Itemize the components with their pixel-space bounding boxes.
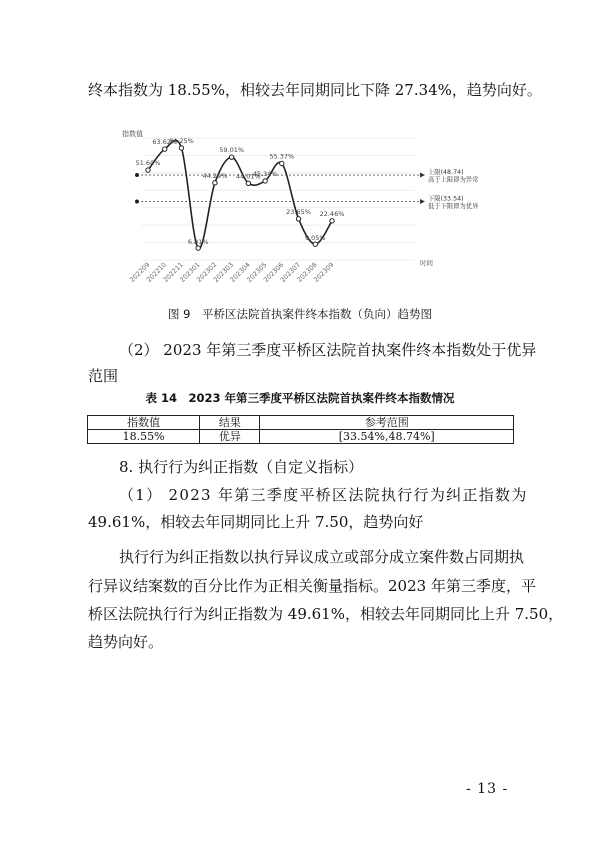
x-tick-label: 202303: [211, 260, 236, 284]
table-header-cell: 结果: [200, 416, 260, 430]
table-header-row: [88, 416, 514, 430]
limit-marker: [135, 173, 139, 177]
data-point: [263, 179, 267, 183]
para-3-line-2: 49.61%，相较去年同期同比上升 7.50，趋势向好: [88, 513, 424, 531]
data-label: 9.05%: [304, 234, 326, 243]
data-point: [179, 146, 183, 150]
data-point: [229, 155, 233, 159]
x-tick-label: 202304: [228, 260, 252, 284]
text-line-final-index: 终本指数为 18.55%，相较去年同期同比下降 27.34%，趋势向好。: [88, 81, 542, 99]
data-label: 55.37%: [269, 152, 295, 161]
upper-limit-note: 高于上限即为异常: [428, 176, 479, 184]
data-label: 45.34%: [252, 169, 278, 178]
x-tick-label: 202305: [245, 260, 269, 284]
limit-marker: [135, 200, 139, 204]
data-label: 22.46%: [319, 209, 345, 218]
arrow-head-icon: [420, 173, 425, 178]
table-cell: [33.54%,48.74%]: [260, 430, 514, 444]
upper-limit-label: 上限(48.74): [428, 169, 464, 177]
data-point: [196, 246, 200, 250]
data-point: [280, 161, 284, 165]
para-3-line-1: （1） 2023 年第三季度平桥区法院执行行为纠正指数为: [119, 486, 528, 504]
data-point: [296, 217, 300, 221]
data-label: 6.81%: [187, 238, 209, 247]
para-4-line-1: 执行行为纠正指数以执行异议成立或部分成立案件数占同期执: [119, 548, 525, 566]
data-label: 59.01%: [219, 146, 245, 155]
lower-limit-label: 下限(33.54): [428, 195, 464, 203]
x-tick-label: 202306: [262, 260, 286, 284]
data-label: 23.65%: [286, 207, 311, 216]
lower-limit-note: 低于下限即为优异: [428, 203, 479, 211]
x-tick-label: 202309: [312, 260, 336, 284]
x-tick-label: 202307: [278, 260, 302, 284]
table-cell: 18.55%: [88, 430, 200, 444]
x-tick-label: 202210: [144, 260, 169, 284]
para-4-line-3: 桥区法院执行行为纠正指数为 49.61%，相较去年同期同比上升 7.50，: [88, 605, 564, 623]
data-label: 64.25%: [169, 137, 194, 146]
figure-caption: 图 9 平桥区法院首执案件终本指数（负向）趋势图: [168, 307, 432, 321]
data-point: [246, 181, 250, 185]
x-tick-label: 202302: [195, 260, 219, 284]
x-tick-label: 202211: [161, 260, 185, 284]
para-4-line-4: 趋势向好。: [88, 633, 164, 651]
para-2-line-2: 范围: [88, 367, 119, 385]
para-4-line-2: 行异议结案数的百分比作为正相关衡量指标。2023 年第三季度，平: [88, 577, 536, 595]
data-point: [313, 242, 317, 246]
x-tick-label: 202308: [295, 260, 319, 284]
x-tick-label: 202301: [178, 260, 202, 284]
page-number: - 13 -: [466, 781, 509, 797]
table-header-cell: 参考范围: [260, 416, 514, 430]
data-label: 63.62%: [152, 138, 178, 147]
table-cell: 优异: [200, 430, 260, 444]
x-axis-label: 时间: [420, 259, 433, 267]
section-title: 8. 执行行为纠正指数（自定义指标）: [119, 458, 364, 476]
trend-chart: [120, 128, 479, 286]
x-tick-labels: [128, 261, 335, 284]
table-row: [88, 430, 514, 444]
data-label: 44.29%: [202, 171, 228, 180]
result-table: [87, 415, 514, 444]
data-point: [330, 219, 334, 223]
table-caption: 表 14 2023 年第三季度平桥区法院首执案件终本指数情况: [145, 391, 455, 405]
data-label: 51.60%: [135, 159, 161, 168]
para-2-line-1: （2） 2023 年第三季度平桥区法院首执案件终本指数处于优异: [119, 341, 537, 359]
data-point: [146, 168, 150, 172]
x-tick-label: 202209: [128, 260, 152, 284]
data-point: [163, 147, 167, 151]
data-point: [213, 181, 217, 185]
table-header-cell: 指数值: [88, 416, 200, 430]
arrow-head-icon: [420, 199, 425, 204]
series-line: [148, 140, 332, 248]
y-axis-label: 指数值: [122, 130, 143, 138]
value-labels: [136, 137, 345, 246]
data-label: 44.01%: [235, 172, 261, 181]
